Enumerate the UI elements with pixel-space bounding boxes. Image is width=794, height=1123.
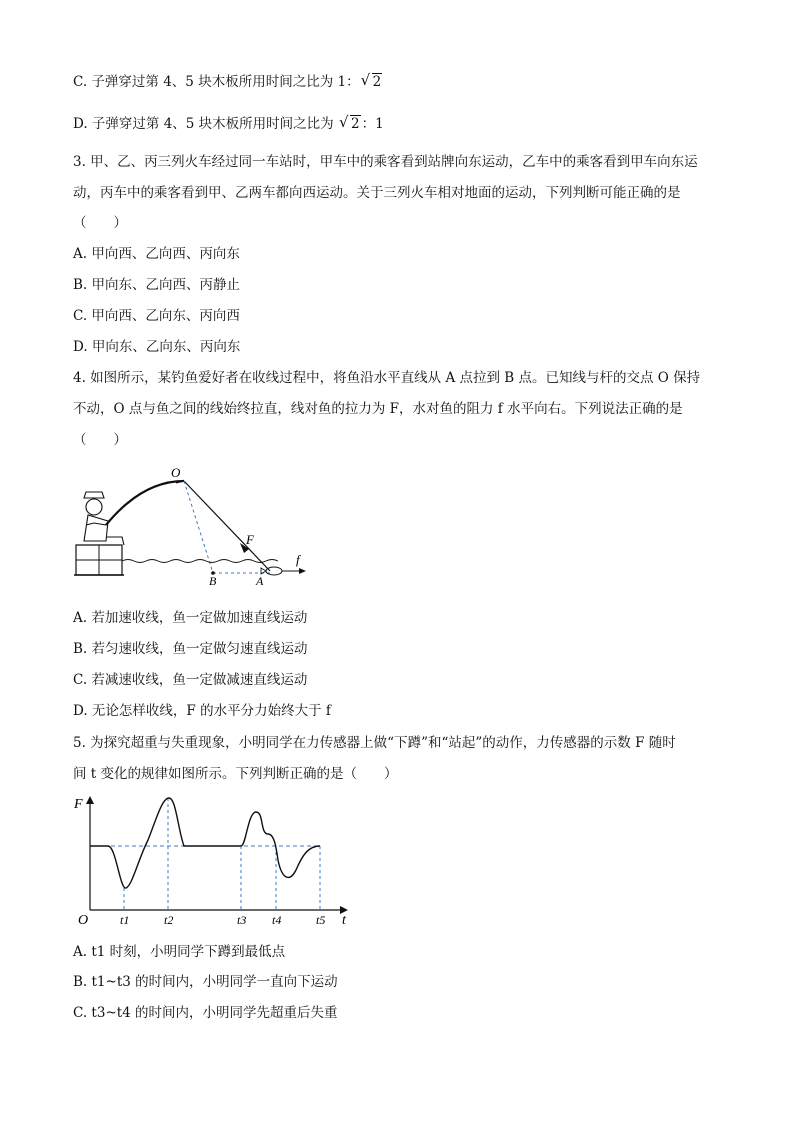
fishing-rod: [106, 481, 184, 525]
q5-stem-line1: 5. 为探究超重与失重现象，小明同学在力传感器上做“下蹲”和“站起”的动作，力传感器的示数 F 随时: [73, 735, 676, 751]
q3-option-b: B. 甲向东、乙向西、丙静止: [73, 277, 241, 293]
fishing-line: [184, 481, 270, 571]
water-surface: [122, 560, 278, 563]
q2-option-d-text: D. 子弹穿过第 4、5 块木板所用时间之比为: [73, 116, 338, 132]
sqrt-symbol: √ 2: [339, 115, 361, 133]
label-a: A: [256, 574, 264, 588]
q3-stem-line1: 3. 甲、乙、丙三列火车经过同一车站时，甲车中的乘客看到站牌向东运动，乙车中的乘客看到甲车向东运: [73, 154, 698, 170]
q4-answer-paren: （ ）: [73, 432, 127, 448]
label-f-axis: F: [74, 797, 83, 812]
tick-t4: t4: [272, 913, 282, 927]
q3-stem-line2: 动，丙车中的乘客看到甲、乙两车都向西运动。关于三列火车相对地面的运动，下列判断可能正确的是: [73, 185, 681, 201]
q5-stem-line2: 间 t 变化的规律如图所示。下列判断正确的是（ ）: [73, 766, 398, 782]
q4-stem-line2: 不动，O 点与鱼之间的线始终拉直，线对鱼的拉力为 F，水对鱼的阻力 f 水平向右。下列说法正确的是: [73, 401, 683, 417]
q4-stem-line1: 4. 如图所示，某钓鱼爱好者在收线过程中，将鱼沿水平直线从 A 点拉到 B 点。已知线与杆的交点 O 保持: [73, 370, 701, 386]
tick-t1: t1: [120, 913, 130, 927]
q2-option-c-text: C. 子弹穿过第 4、5 块木板所用时间之比为 1：: [73, 74, 360, 90]
q3-option-c: C. 甲向西、乙向东、丙向西: [73, 308, 240, 324]
q4-option-a: A. 若加速收线，鱼一定做加速直线运动: [73, 610, 308, 626]
q4-option-d: D. 无论怎样收线，F 的水平分力始终大于 f: [73, 703, 331, 719]
q5-option-a: A. t1 时刻，小明同学下蹲到最低点: [73, 944, 286, 960]
q2-option-c: [73, 73, 383, 91]
tick-t5: t5: [316, 913, 326, 927]
force-f-small-arrowhead: [299, 568, 306, 574]
force-curve: [90, 798, 320, 888]
force-time-graph: [70, 790, 360, 930]
q2-option-d: D. 子弹穿过第 4、5 块木板所用时间之比为 √ 2 ：1: [73, 115, 384, 133]
label-o: O: [171, 465, 181, 480]
q3-option-a: A. 甲向西、乙向西、丙向东: [73, 246, 240, 262]
tick-t2: t2: [164, 913, 174, 927]
label-t-axis: t: [342, 913, 346, 928]
label-b: B: [209, 574, 217, 588]
label-f-resistance: f: [296, 552, 300, 567]
q3-option-d: D. 甲向东、乙向东、丙向东: [73, 339, 241, 355]
label-f-force: F: [246, 532, 254, 547]
tick-t3: t3: [237, 913, 247, 927]
fisherman-icon: [84, 492, 124, 545]
label-origin: O: [78, 913, 89, 928]
q4-option-c: C. 若减速收线，鱼一定做减速直线运动: [73, 672, 308, 688]
fishing-figure: [72, 463, 312, 588]
sqrt-symbol: √ 2: [361, 73, 383, 91]
fish-icon: [266, 567, 282, 575]
q5-option-b: B. t1~t3 的时间内，小明同学一直向下运动: [73, 974, 338, 990]
q4-option-b: B. 若匀速收线，鱼一定做匀速直线运动: [73, 641, 308, 657]
q3-answer-paren: （ ）: [73, 215, 127, 231]
q5-option-c: C. t3~t4 的时间内，小明同学先超重后失重: [73, 1005, 338, 1021]
f-axis-arrow: [86, 796, 94, 804]
